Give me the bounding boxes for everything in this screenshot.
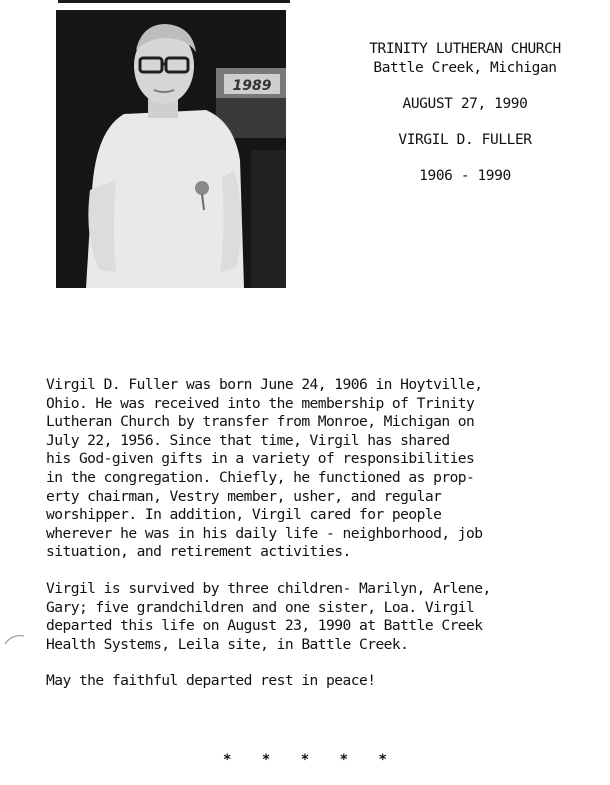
text-line: wherever he was in his daily life - neighborhood, job — [46, 524, 483, 542]
portrait-image — [56, 10, 286, 288]
text-line: July 22, 1956. Since that time, Virgil has shared — [46, 431, 450, 449]
text-line: his God-given gifts in a variety of responsibilities — [46, 450, 475, 468]
text-line: worshipper. In addition, Virgil cared for people — [46, 506, 442, 524]
obituary-paragraph-2 — [46, 580, 591, 654]
obituary-text — [46, 376, 591, 691]
star-ornament: * — [261, 752, 271, 768]
deceased-name: VIRGIL D. FULLER — [398, 132, 532, 148]
service-date: AUGUST 27, 1990 — [402, 96, 528, 112]
star-ornament: * — [223, 752, 232, 768]
text-line: erty chairman, Vestry member, usher, and regular — [46, 487, 442, 505]
text-line: Virgil is survived by three children- Marilyn, Arlene, — [46, 579, 491, 597]
text-line: departed this life on August 23, 1990 at Battle Creek — [46, 617, 483, 635]
closing-blessing — [46, 672, 591, 691]
text-line: May the faithful departed rest in peace! — [46, 672, 376, 690]
memorial-header — [320, 40, 610, 186]
star-ornament: * — [378, 752, 387, 768]
star-ornament: * — [339, 752, 349, 768]
star-ornament: * — [300, 752, 310, 768]
portrait-photo — [56, 10, 286, 288]
closing-ornament — [0, 752, 610, 768]
text-line: Gary; five grandchildren and one sister, Loa. Virgil — [46, 598, 475, 616]
text-line: situation, and retirement activities. — [46, 543, 351, 561]
text-line: Virgil D. Fuller was born June 24, 1906 in Hoytville, — [46, 376, 483, 393]
text-line: Health Systems, Leila site, in Battle Creek. — [46, 635, 409, 653]
life-years: 1906 - 1990 — [419, 168, 511, 184]
top-rule — [58, 0, 290, 3]
church-name: TRINITY LUTHERAN CHURCH — [369, 41, 561, 57]
text-line: in the congregation. Chiefly, he functioned as prop- — [46, 468, 475, 486]
margin-mark — [4, 632, 26, 646]
text-line: Lutheran Church by transfer from Monroe, Michigan on — [46, 413, 475, 431]
text-line: Ohio. He was received into the membership of Trinity — [46, 394, 475, 412]
obituary-paragraph-1 — [46, 376, 591, 562]
photo-sign-text: 1989 — [232, 78, 272, 94]
church-location: Battle Creek, Michigan — [373, 60, 557, 76]
